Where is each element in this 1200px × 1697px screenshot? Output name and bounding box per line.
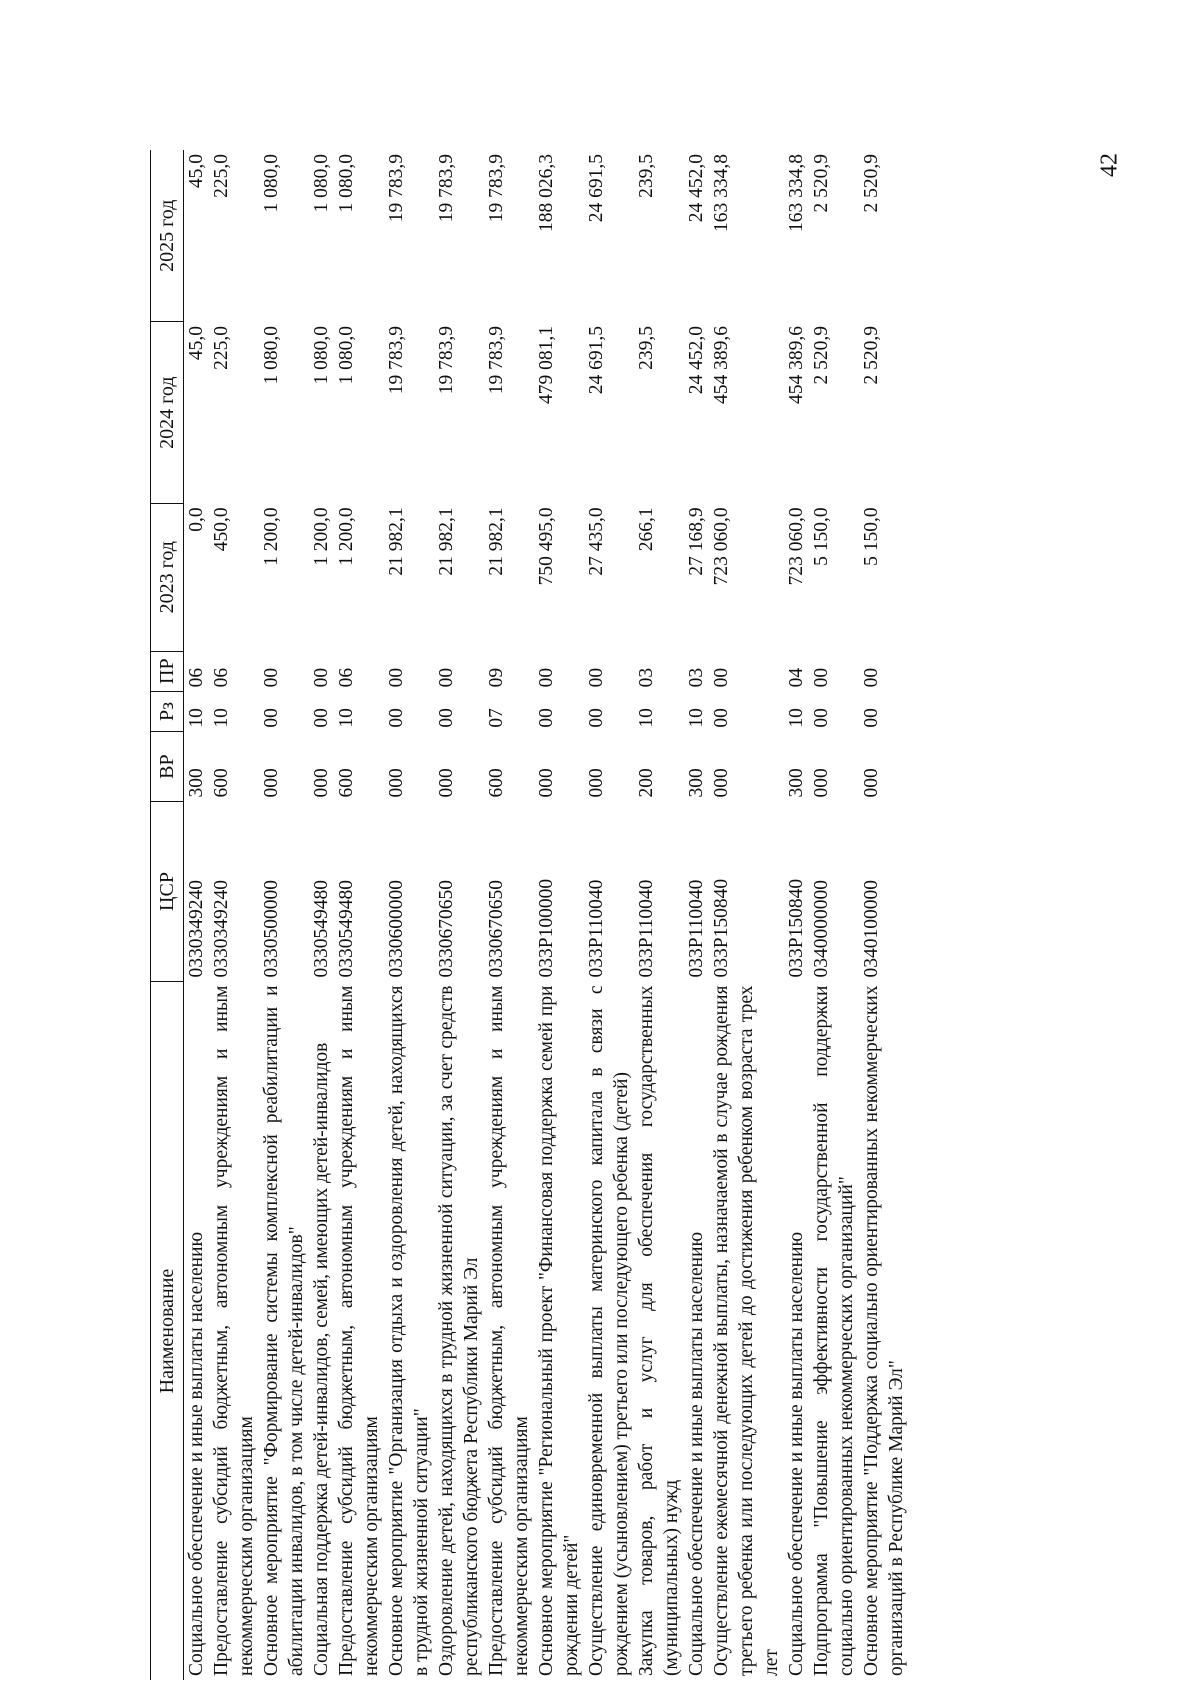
row-vr: 300	[186, 768, 207, 798]
header-2024: 2024 год	[151, 322, 184, 503]
row-name: Предоставление субсидий бюджетным, автономным учреждениям и иным некоммерческим организациям	[211, 985, 257, 1676]
row-2023: 1 200,0	[336, 507, 357, 566]
row-2024: 479 081,1	[536, 325, 557, 404]
row-rz: 00	[436, 708, 457, 728]
row-csr: 0330670650	[486, 880, 507, 978]
row-2024: 2 520,9	[861, 325, 882, 385]
row-csr: 033P100000	[536, 878, 557, 978]
row-csr: 033P110040	[686, 879, 707, 978]
row-2024: 24 452,0	[686, 325, 707, 395]
table-row	[384, 150, 434, 1680]
row-vr: 000	[711, 768, 732, 798]
row-csr: 0330549480	[311, 880, 332, 978]
row-vr: 600	[336, 768, 357, 798]
row-vr: 000	[536, 768, 557, 798]
row-csr: 0330670650	[436, 880, 457, 978]
table-row	[809, 150, 859, 1680]
row-2025: 45,0	[186, 154, 207, 189]
row-pr: 06	[211, 667, 232, 688]
table-row	[259, 150, 309, 1680]
page-number: 42	[1096, 153, 1123, 177]
row-2023: 21 982,1	[486, 507, 507, 576]
row-csr: 033P110040	[636, 879, 657, 978]
row-pr: 00	[711, 667, 732, 688]
table-row	[334, 150, 384, 1680]
row-rz: 10	[186, 708, 207, 728]
row-vr: 000	[386, 768, 407, 798]
row-rz: 00	[586, 708, 607, 728]
row-csr: 0340000000	[811, 880, 832, 978]
row-csr: 0330600000	[386, 880, 407, 978]
row-pr: 00	[586, 667, 607, 688]
row-rz: 10	[786, 708, 807, 728]
row-2023: 0,0	[186, 507, 207, 532]
row-rz: 00	[711, 708, 732, 728]
row-rz: 00	[536, 708, 557, 728]
row-2025: 239,5	[636, 154, 657, 198]
row-csr: 033P110040	[586, 879, 607, 978]
row-pr: 00	[811, 667, 832, 688]
row-rz: 00	[386, 708, 407, 728]
row-2024: 19 783,9	[436, 325, 457, 395]
row-rz: 00	[311, 708, 332, 728]
row-pr: 04	[786, 667, 807, 688]
row-rz: 10	[686, 708, 707, 728]
row-2025: 225,0	[211, 154, 232, 198]
row-csr: 0330349240	[211, 880, 232, 978]
table-row	[484, 150, 534, 1680]
row-rz: 10	[211, 708, 232, 728]
row-pr: 00	[261, 667, 282, 688]
header-2023: 2023 год	[151, 503, 184, 651]
row-name: Основное мероприятие "Поддержка социально ориентированных некоммерческих организаций в Республике Марий Эл"	[861, 985, 907, 1676]
row-2025: 2 520,9	[811, 154, 832, 213]
row-2024: 454 389,6	[786, 325, 807, 404]
row-csr: 0340100000	[861, 880, 882, 978]
table-row	[634, 150, 684, 1680]
row-pr: 06	[186, 667, 207, 688]
row-2024: 1 080,0	[336, 325, 357, 385]
row-rz: 00	[811, 708, 832, 728]
row-2025: 19 783,9	[436, 154, 457, 223]
row-2023: 450,0	[211, 507, 232, 552]
table-row	[584, 150, 634, 1680]
row-2025: 188 026,3	[536, 154, 557, 232]
row-2025: 163 334,8	[711, 154, 732, 232]
row-2025: 1 080,0	[311, 154, 332, 213]
table-header-row	[151, 150, 184, 1680]
row-name: Осуществление единовременной выплаты материнского капитала в связи с рождением (усыновлением) третьего или последующего ребенка (детей)	[586, 985, 632, 1676]
table-row	[434, 150, 484, 1680]
row-pr: 06	[336, 667, 357, 688]
row-vr: 000	[436, 768, 457, 798]
row-vr: 000	[261, 768, 282, 798]
row-2023: 27 168,9	[686, 507, 707, 576]
row-rz: 10	[636, 708, 657, 728]
table-row	[859, 150, 909, 1680]
row-name: Социальное обеспечение и иные выплаты населению	[186, 1231, 207, 1676]
row-name: Основное мероприятие "Формирование системы комплексной реабилитации и абилитации инвалидов, в том числе детей-инвалидов"	[261, 985, 307, 1676]
row-2025: 1 080,0	[261, 154, 282, 213]
row-pr: 03	[686, 667, 707, 688]
table-row	[209, 150, 259, 1680]
row-vr: 200	[636, 768, 657, 798]
row-name: Осуществление ежемесячной денежной выплаты, назначаемой в случае рождения третьего ребенка или последующих детей до достижения ребенком возраста трех лет	[711, 985, 782, 1676]
row-2024: 24 691,5	[586, 325, 607, 395]
row-2024: 1 080,0	[261, 325, 282, 385]
row-2025: 1 080,0	[336, 154, 357, 213]
row-2023: 5 150,0	[861, 507, 882, 566]
row-2024: 1 080,0	[311, 325, 332, 385]
table-body	[184, 150, 910, 1680]
row-rz: 00	[261, 708, 282, 728]
row-csr: 0330349240	[186, 880, 207, 978]
row-name: Социальное обеспечение и иные выплаты населению	[686, 1231, 707, 1676]
header-rz: Рз	[151, 691, 184, 731]
row-name: Предоставление субсидий бюджетным, автономным учреждениям и иным некоммерческим организациям	[336, 985, 382, 1676]
row-name: Предоставление субсидий бюджетным, автономным учреждениям и иным некоммерческим организациям	[486, 985, 532, 1676]
header-pr: ПР	[151, 651, 184, 691]
row-2025: 19 783,9	[386, 154, 407, 223]
row-name: Основное мероприятие "Региональный проект "Финансовая поддержка семей при рождении детей"	[536, 985, 582, 1676]
row-name: Основное мероприятие "Организация отдыха и оздоровления детей, находящихся в трудной жизненной ситуации"	[386, 985, 432, 1676]
row-pr: 03	[636, 667, 657, 688]
row-vr: 000	[811, 768, 832, 798]
row-2023: 5 150,0	[811, 507, 832, 566]
row-2023: 21 982,1	[436, 507, 457, 576]
row-2024: 19 783,9	[486, 325, 507, 395]
row-2024: 19 783,9	[386, 325, 407, 395]
table-row	[309, 150, 334, 1680]
row-rz: 07	[486, 708, 507, 728]
row-2025: 24 452,0	[686, 154, 707, 223]
header-vr: ВР	[151, 732, 184, 802]
row-name: Подпрограмма "Повышение эффективности государственной поддержки социально ориентированных некоммерческих организаций"	[811, 985, 857, 1676]
row-pr: 00	[861, 667, 882, 688]
rotated-table-container	[150, 150, 1180, 1680]
row-2025: 19 783,9	[486, 154, 507, 223]
row-2023: 1 200,0	[261, 507, 282, 566]
header-name: Наименование	[151, 982, 184, 1681]
row-2023: 723 060,0	[711, 507, 732, 586]
header-csr: ЦСР	[151, 802, 184, 982]
row-csr: 033P150840	[786, 878, 807, 978]
row-2024: 454 389,6	[711, 325, 732, 404]
row-2023: 21 982,1	[386, 507, 407, 576]
row-2024: 239,5	[636, 325, 657, 370]
row-name: Оздоровление детей, находящихся в трудной жизненной ситуации, за счет средств республиканского бюджета Республики Марий Эл	[436, 985, 482, 1676]
row-name: Социальное обеспечение и иные выплаты населению	[786, 1231, 807, 1676]
row-vr: 000	[311, 768, 332, 798]
row-2023: 750 495,0	[536, 507, 557, 586]
row-2024: 2 520,9	[811, 325, 832, 385]
row-vr: 600	[486, 768, 507, 798]
row-2023: 723 060,0	[786, 507, 807, 586]
row-csr: 0330500000	[261, 880, 282, 978]
table-row	[184, 150, 210, 1680]
row-pr: 00	[536, 667, 557, 688]
row-2024: 45,0	[186, 325, 207, 361]
table-row	[534, 150, 584, 1680]
row-name: Закупка товаров, работ и услуг для обеспечения государственных (муниципальных) нужд	[636, 985, 682, 1676]
row-name: Социальная поддержка детей-инвалидов, семей, имеющих детей-инвалидов	[311, 1042, 332, 1676]
row-csr: 033P150840	[711, 878, 732, 978]
row-2025: 24 691,5	[586, 154, 607, 223]
row-vr: 600	[211, 768, 232, 798]
row-vr: 000	[861, 768, 882, 798]
table-row	[684, 150, 709, 1680]
row-pr: 00	[386, 667, 407, 688]
row-pr: 09	[486, 667, 507, 688]
row-2023: 1 200,0	[311, 507, 332, 566]
row-rz: 10	[336, 708, 357, 728]
table-row	[709, 150, 784, 1680]
row-vr: 000	[586, 768, 607, 798]
budget-table	[150, 150, 909, 1680]
row-rz: 00	[861, 708, 882, 728]
row-vr: 300	[686, 768, 707, 798]
row-2025: 163 334,8	[786, 154, 807, 232]
row-2025: 2 520,9	[861, 154, 882, 213]
row-2023: 266,1	[636, 507, 657, 552]
row-2023: 27 435,0	[586, 507, 607, 576]
row-2024: 225,0	[211, 325, 232, 370]
row-vr: 300	[786, 768, 807, 798]
table-row	[784, 150, 809, 1680]
header-2025: 2025 год	[151, 150, 184, 322]
row-pr: 00	[436, 667, 457, 688]
row-pr: 00	[311, 667, 332, 688]
row-csr: 0330549480	[336, 880, 357, 978]
